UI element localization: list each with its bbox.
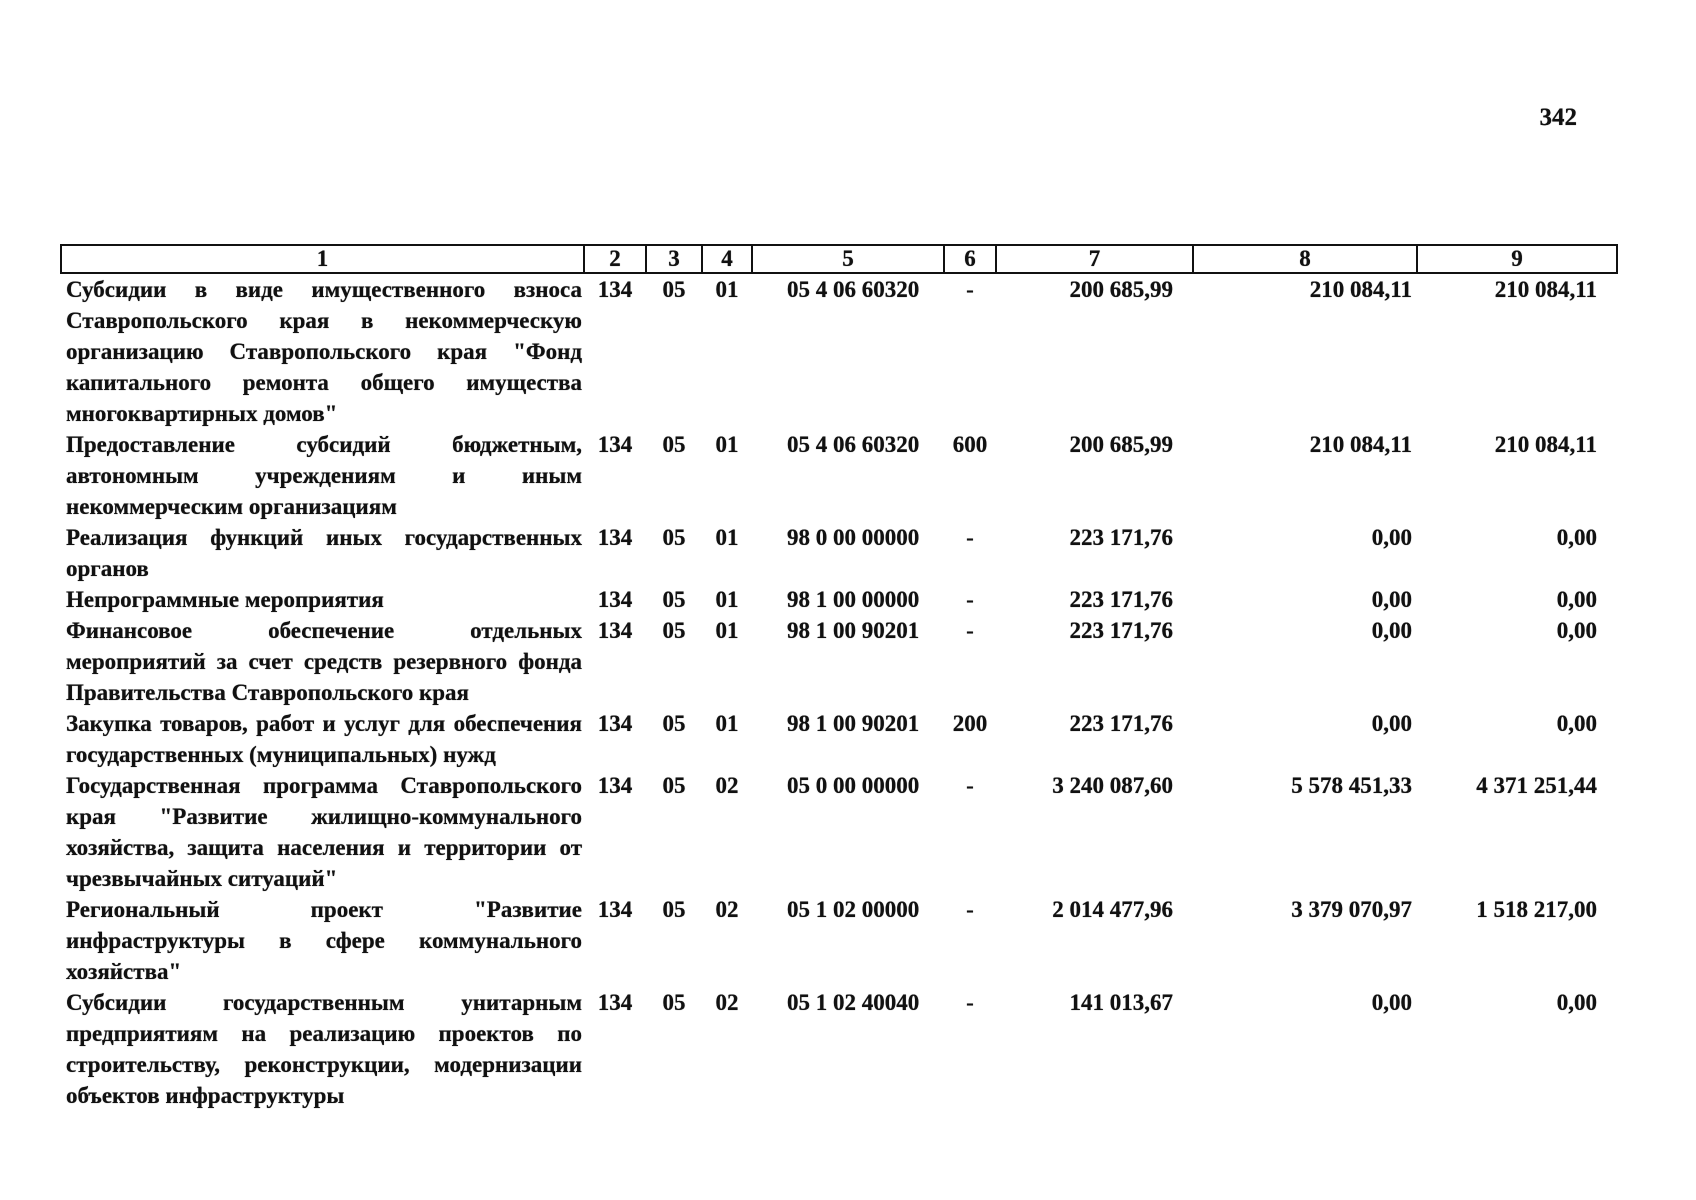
row-amount-col7: 200 685,99: [1069, 277, 1173, 302]
row-name: Финансовое обеспечение отдельных мероприятий за счет средств резервного фонда Правительства Ставропольского края: [66, 618, 582, 705]
row-name: Предоставление субсидий бюджетным, автономным учреждениям и иным некоммерческим организациям: [66, 432, 582, 519]
row-expense-type: -: [966, 277, 974, 302]
table-row: [61, 429, 1617, 522]
row-target-article: 05 0 00 00000: [787, 773, 920, 798]
row-name: Субсидии в виде имущественного взноса Ставропольского края в некоммерческую организацию Ставропольского края "Фонд капитального ремонта общего имущества многоквартирных домов": [66, 277, 582, 426]
row-admin-code: 134: [597, 897, 633, 922]
row-amount-col8: 3 379 070,97: [1291, 897, 1412, 922]
table-header: [61, 245, 1617, 273]
row-admin-code: 134: [597, 618, 633, 643]
row-amount-col7: 200 685,99: [1069, 432, 1173, 457]
row-subsection: 01: [715, 432, 739, 457]
row-amount-col7: 3 240 087,60: [1052, 773, 1173, 798]
row-section: 05: [662, 773, 686, 798]
row-section: 05: [662, 525, 686, 550]
row-name: Региональный проект "Развитие инфраструктуры в сфере коммунального хозяйства": [66, 897, 582, 984]
header-col-8: 8: [1193, 245, 1417, 273]
row-amount-col8: 0,00: [1371, 711, 1412, 736]
row-section: 05: [662, 587, 686, 612]
header-col-3: 3: [646, 245, 702, 273]
row-subsection: 02: [715, 773, 739, 798]
row-expense-type: 200: [952, 711, 988, 736]
row-amount-col8: 0,00: [1371, 618, 1412, 643]
row-amount-col9: 0,00: [1556, 587, 1597, 612]
row-admin-code: 134: [597, 432, 633, 457]
row-admin-code: 134: [597, 990, 633, 1015]
row-amount-col9: 210 084,11: [1494, 432, 1597, 457]
row-target-article: 05 4 06 60320: [787, 432, 920, 457]
row-target-article: 98 0 00 00000: [787, 525, 920, 550]
row-admin-code: 134: [597, 277, 633, 302]
header-col-1: 1: [61, 245, 584, 273]
row-amount-col7: 223 171,76: [1069, 525, 1173, 550]
row-amount-col9: 0,00: [1556, 711, 1597, 736]
table-row: [61, 615, 1617, 708]
header-col-4: 4: [702, 245, 752, 273]
header-col-9: 9: [1417, 245, 1617, 273]
row-expense-type: -: [966, 897, 974, 922]
table-row: [61, 770, 1617, 894]
table-row: [61, 584, 1617, 615]
row-subsection: 01: [715, 277, 739, 302]
row-subsection: 01: [715, 525, 739, 550]
row-admin-code: 134: [597, 587, 633, 612]
row-target-article: 98 1 00 90201: [787, 618, 920, 643]
row-subsection: 02: [715, 897, 739, 922]
row-admin-code: 134: [597, 711, 633, 736]
row-amount-col9: 210 084,11: [1494, 277, 1597, 302]
table-row: [61, 522, 1617, 584]
row-amount-col8: 210 084,11: [1309, 277, 1412, 302]
row-name: Закупка товаров, работ и услуг для обеспечения государственных (муниципальных) нужд: [66, 711, 582, 767]
table-row: [61, 708, 1617, 770]
header-col-2: 2: [584, 245, 646, 273]
row-name: Государственная программа Ставропольского края "Развитие жилищно-коммунального хозяйства, защита населения и территории от чрезвычайных ситуаций": [66, 773, 582, 891]
row-section: 05: [662, 277, 686, 302]
row-expense-type: -: [966, 618, 974, 643]
row-section: 05: [662, 897, 686, 922]
row-amount-col9: 4 371 251,44: [1476, 773, 1597, 798]
row-section: 05: [662, 432, 686, 457]
row-amount-col9: 0,00: [1556, 618, 1597, 643]
row-admin-code: 134: [597, 773, 633, 798]
row-name: Непрограммные мероприятия: [66, 587, 384, 612]
row-subsection: 01: [715, 587, 739, 612]
row-target-article: 05 1 02 40040: [787, 990, 920, 1015]
header-col-6: 6: [944, 245, 996, 273]
row-name: Реализация функций иных государственных органов: [66, 525, 582, 581]
row-amount-col8: 0,00: [1371, 525, 1412, 550]
header-row: [61, 245, 1617, 273]
row-section: 05: [662, 711, 686, 736]
row-target-article: 05 1 02 00000: [787, 897, 920, 922]
row-subsection: 02: [715, 990, 739, 1015]
header-col-5: 5: [752, 245, 944, 273]
page-number: 342: [1539, 104, 1577, 131]
row-expense-type: -: [966, 587, 974, 612]
row-subsection: 01: [715, 711, 739, 736]
row-amount-col9: 0,00: [1556, 990, 1597, 1015]
budget-table: [60, 244, 1618, 1111]
row-subsection: 01: [715, 618, 739, 643]
row-amount-col8: 0,00: [1371, 587, 1412, 612]
row-expense-type: -: [966, 990, 974, 1015]
row-target-article: 98 1 00 90201: [787, 711, 920, 736]
row-amount-col9: 0,00: [1556, 525, 1597, 550]
row-expense-type: -: [966, 773, 974, 798]
row-amount-col9: 1 518 217,00: [1476, 897, 1597, 922]
row-section: 05: [662, 618, 686, 643]
row-expense-type: 600: [952, 432, 988, 457]
row-section: 05: [662, 990, 686, 1015]
row-amount-col7: 223 171,76: [1069, 618, 1173, 643]
row-name: Субсидии государственным унитарным предприятиям на реализацию проектов по строительству, реконструкции, модернизации объектов инфраструктуры: [66, 990, 582, 1108]
row-amount-col7: 2 014 477,96: [1052, 897, 1173, 922]
row-amount-col8: 5 578 451,33: [1291, 773, 1412, 798]
row-amount-col7: 141 013,67: [1069, 990, 1173, 1015]
header-col-7: 7: [996, 245, 1193, 273]
row-target-article: 98 1 00 00000: [787, 587, 920, 612]
row-amount-col8: 210 084,11: [1309, 432, 1412, 457]
row-target-article: 05 4 06 60320: [787, 277, 920, 302]
row-amount-col8: 0,00: [1371, 990, 1412, 1015]
table-row: [61, 894, 1617, 987]
row-expense-type: -: [966, 525, 974, 550]
table-row: [61, 987, 1617, 1111]
table-body: [61, 273, 1617, 1111]
row-amount-col7: 223 171,76: [1069, 587, 1173, 612]
row-amount-col7: 223 171,76: [1069, 711, 1173, 736]
row-admin-code: 134: [597, 525, 633, 550]
table-row: [61, 273, 1617, 429]
